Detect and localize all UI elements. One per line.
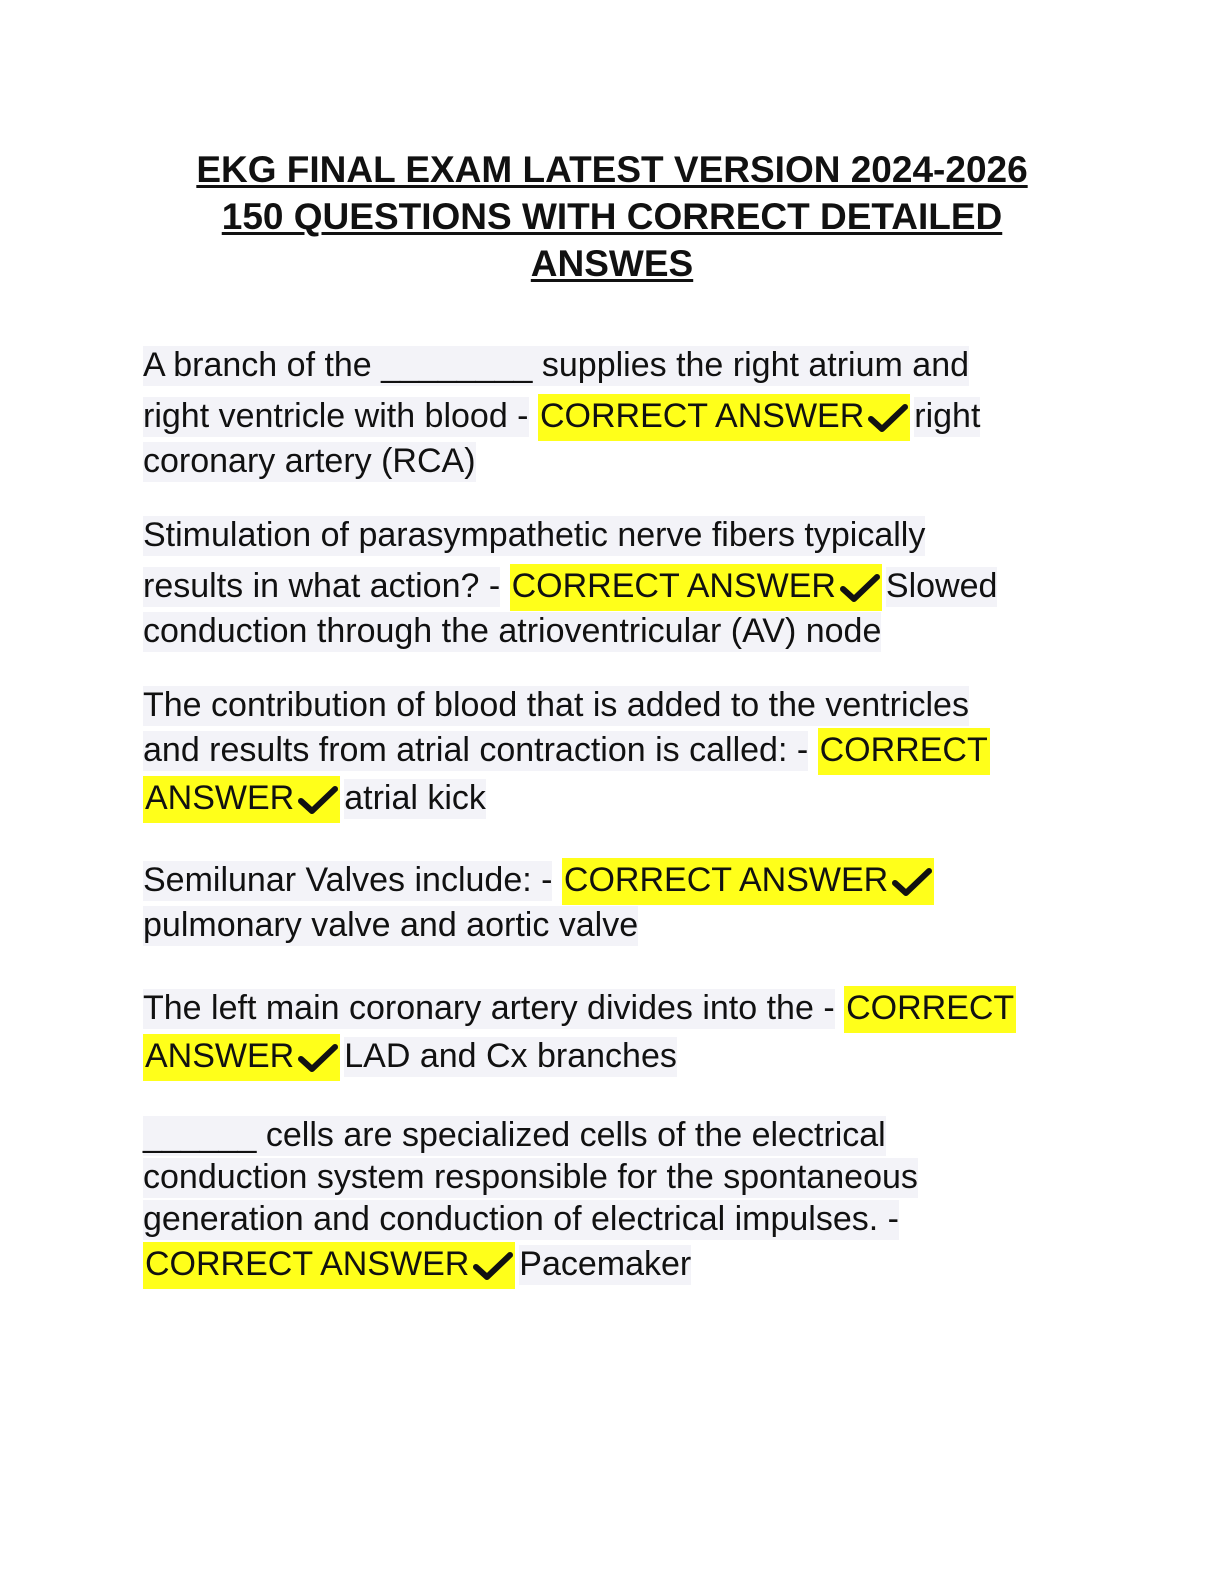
qa-item-6 (143, 1116, 1078, 1284)
answer-text: right (914, 397, 981, 435)
correct-answer-label: CORRECT (819, 731, 988, 769)
question-text: ______ cells are specialized cells of the electrical (143, 1116, 886, 1154)
question-text: A branch of the ________ supplies the right atrium and (143, 346, 970, 384)
correct-answer-label: CORRECT ANSWER (563, 861, 889, 899)
correct-answer-marker (143, 1242, 515, 1289)
title-line-1: EKG FINAL EXAM LATEST VERSION 2024-2026 (196, 149, 1028, 190)
answer-text: Pacemaker (519, 1245, 692, 1283)
correct-answer-label: ANSWER (145, 1037, 295, 1075)
answer-text: LAD and Cx branches (344, 1037, 677, 1075)
correct-answer-marker-part-1 (844, 986, 1016, 1033)
question-text: right ventricle with blood - (143, 397, 529, 435)
question-text: conduction system responsible for the spontaneous (143, 1158, 918, 1196)
correct-answer-marker-part-1 (818, 728, 990, 775)
correct-answer-label: ANSWER (145, 779, 295, 817)
qa-item-4 (143, 858, 1078, 948)
answer-text: Slowed (885, 567, 998, 605)
correct-answer-label: CORRECT ANSWER (511, 567, 836, 605)
question-text: results in what action? - (143, 567, 501, 605)
check-icon (868, 403, 908, 433)
title-line-2: 150 QUESTIONS WITH CORRECT DETAILED (221, 196, 1003, 237)
check-icon (298, 785, 338, 815)
document-title (100, 146, 1124, 287)
question-text: generation and conduction of electrical impulses. - (143, 1200, 899, 1238)
check-icon (892, 867, 932, 897)
check-icon (840, 573, 880, 603)
correct-answer-label: CORRECT (846, 989, 1015, 1027)
check-icon (298, 1043, 338, 1073)
answer-text: conduction through the atrioventricular (AV) node (143, 612, 882, 650)
question-text: Semilunar Valves include: - (143, 861, 553, 899)
title-line-3: ANSWES (530, 243, 694, 284)
question-text: The left main coronary artery divides into the - (143, 989, 835, 1027)
correct-answer-marker (562, 858, 934, 905)
answer-text: coronary artery (RCA) (143, 442, 476, 480)
correct-answer-marker (538, 394, 910, 441)
qa-item-2 (143, 516, 1078, 654)
correct-answer-marker (510, 564, 882, 611)
answer-text: pulmonary valve and aortic valve (143, 906, 639, 944)
check-icon (473, 1251, 513, 1281)
answer-text: atrial kick (344, 779, 486, 817)
correct-answer-label: CORRECT ANSWER (539, 397, 865, 435)
question-text: and results from atrial contraction is called: - (143, 731, 809, 769)
question-text: Stimulation of parasympathetic nerve fibers typically (143, 516, 926, 554)
correct-answer-marker-part-2 (143, 776, 340, 823)
qa-item-5 (143, 986, 1078, 1076)
correct-answer-label: CORRECT ANSWER (145, 1245, 470, 1283)
qa-item-3 (143, 686, 1078, 818)
question-text: The contribution of blood that is added to the ventricles (143, 686, 969, 724)
qa-item-1 (143, 346, 1078, 484)
correct-answer-marker-part-2 (143, 1034, 340, 1081)
